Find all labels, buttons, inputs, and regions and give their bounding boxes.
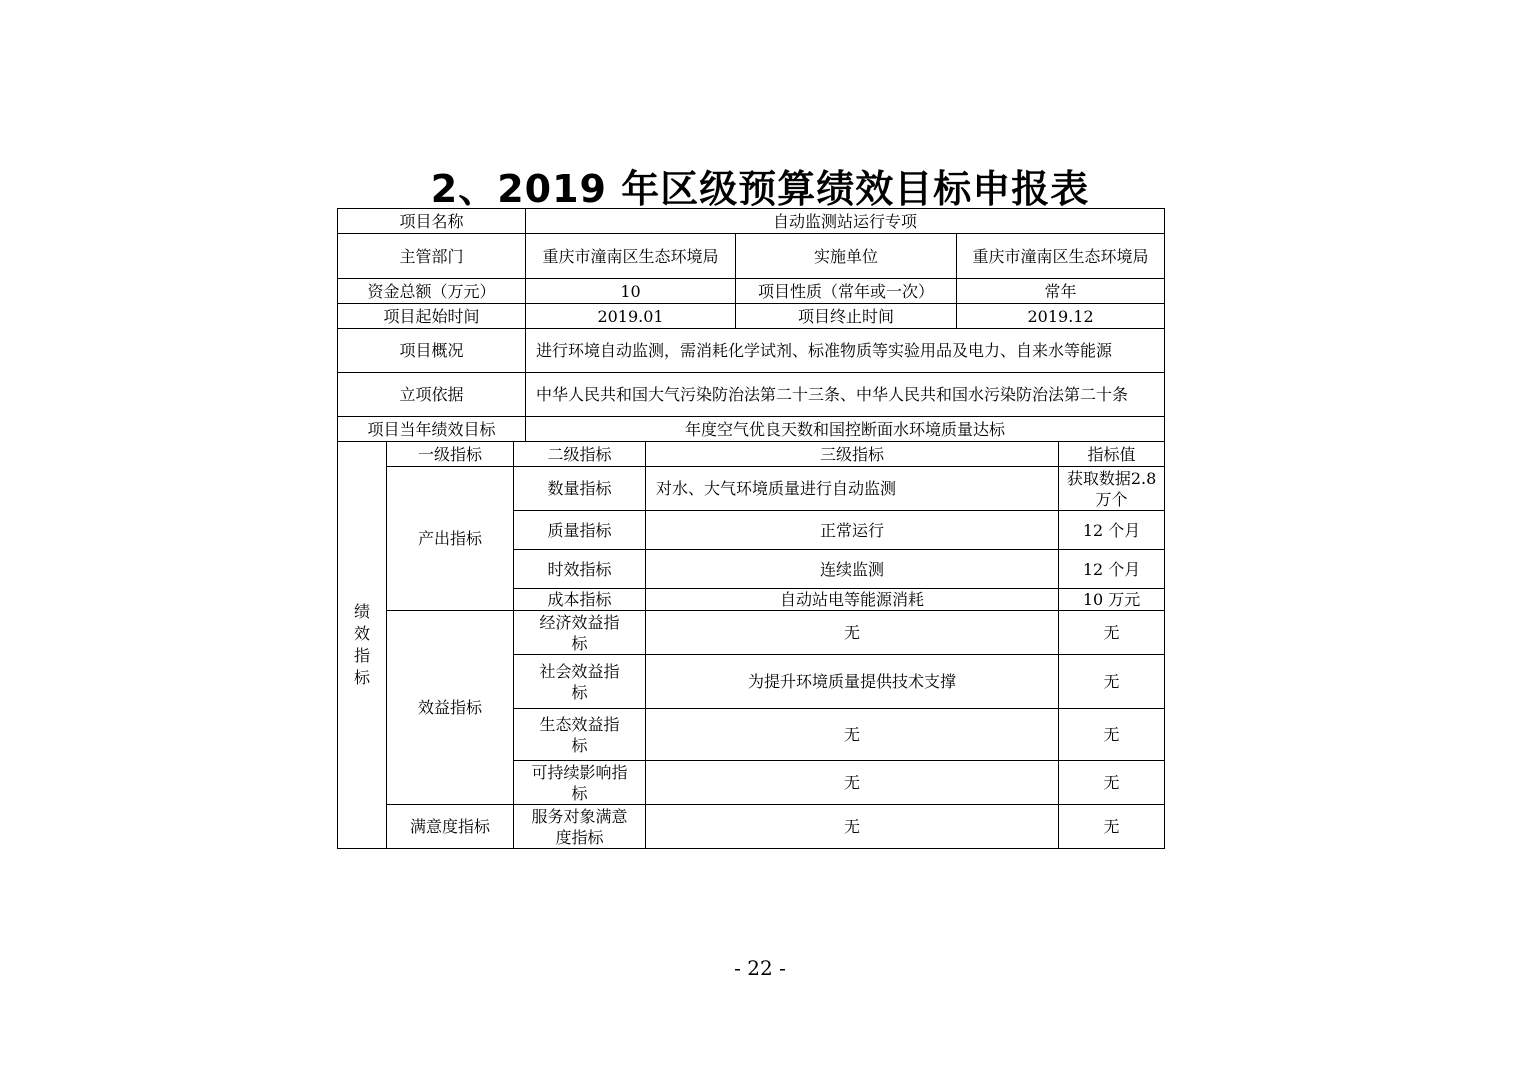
- overview-value: 进行环境自动监测，需消耗化学试剂、标准物质等实验用品及电力、自来水等能源: [526, 329, 1165, 373]
- end-label: 项目终止时间: [736, 304, 957, 329]
- value-cell: 无: [1059, 805, 1165, 849]
- goal-label: 项目当年绩效目标: [338, 417, 526, 442]
- page-number: - 22 -: [734, 956, 786, 980]
- level2-cell: 生态效益指标: [514, 709, 646, 761]
- value-cell: 获取数据2.8 万个: [1059, 467, 1165, 511]
- start-value: 2019.01: [526, 304, 736, 329]
- unit-value: 重庆市潼南区生态环境局: [957, 234, 1165, 279]
- level3-cell: 无: [646, 805, 1059, 849]
- overview-label: 项目概况: [338, 329, 526, 373]
- level2-cell: 质量指标: [514, 511, 646, 550]
- page-title: 2、2019 年区级预算绩效目标申报表: [430, 167, 1090, 211]
- level2-cell: 经济效益指标: [514, 611, 646, 655]
- benefit-indicator-label: 效益指标: [387, 611, 514, 805]
- level3-cell: 对水、大气环境质量进行自动监测: [646, 467, 1059, 511]
- nature-label: 项目性质（常年或一次）: [736, 279, 957, 304]
- nature-value: 常年: [957, 279, 1165, 304]
- satisfaction-indicator-label: 满意度指标: [387, 805, 514, 849]
- level3-cell: 自动站电等能源消耗: [646, 589, 1059, 611]
- start-label: 项目起始时间: [338, 304, 526, 329]
- level2-cell: 可持续影响指标: [514, 761, 646, 805]
- col-header-level1: 一级指标: [387, 442, 514, 467]
- level2-cell: 数量指标: [514, 467, 646, 511]
- project-name-label: 项目名称: [338, 209, 526, 234]
- level3-cell: 无: [646, 709, 1059, 761]
- end-value: 2019.12: [957, 304, 1165, 329]
- level2-cell: 服务对象满意度指标: [514, 805, 646, 849]
- budget-performance-table: [337, 208, 1165, 849]
- value-cell: 12 个月: [1059, 511, 1165, 550]
- project-name-value: 自动监测站运行专项: [526, 209, 1165, 234]
- level3-cell: 无: [646, 611, 1059, 655]
- col-header-level3: 三级指标: [646, 442, 1059, 467]
- fund-label: 资金总额（万元）: [338, 279, 526, 304]
- performance-section-cell: [338, 442, 387, 849]
- col-header-value: 指标值: [1059, 442, 1165, 467]
- goal-value: 年度空气优良天数和国控断面水环境质量达标: [526, 417, 1165, 442]
- col-header-level2: 二级指标: [514, 442, 646, 467]
- output-indicator-label: 产出指标: [387, 467, 514, 611]
- level2-cell: 社会效益指标: [514, 655, 646, 709]
- level2-cell: 成本指标: [514, 589, 646, 611]
- level2-cell: 时效指标: [514, 550, 646, 589]
- value-cell: 无: [1059, 611, 1165, 655]
- level3-cell: 正常运行: [646, 511, 1059, 550]
- dept-value: 重庆市潼南区生态环境局: [526, 234, 736, 279]
- dept-label: 主管部门: [338, 234, 526, 279]
- basis-label: 立项依据: [338, 373, 526, 417]
- level3-cell: 为提升环境质量提供技术支撑: [646, 655, 1059, 709]
- level3-cell: 无: [646, 761, 1059, 805]
- unit-label: 实施单位: [736, 234, 957, 279]
- basis-value: 中华人民共和国大气污染防治法第二十三条、中华人民共和国水污染防治法第二十条: [526, 373, 1165, 417]
- value-cell: 无: [1059, 709, 1165, 761]
- value-cell: 10 万元: [1059, 589, 1165, 611]
- level3-cell: 连续监测: [646, 550, 1059, 589]
- value-cell: 无: [1059, 655, 1165, 709]
- performance-section-label: 绩效指标: [353, 602, 370, 687]
- value-cell: 无: [1059, 761, 1165, 805]
- value-cell: 12 个月: [1059, 550, 1165, 589]
- fund-value: 10: [526, 279, 736, 304]
